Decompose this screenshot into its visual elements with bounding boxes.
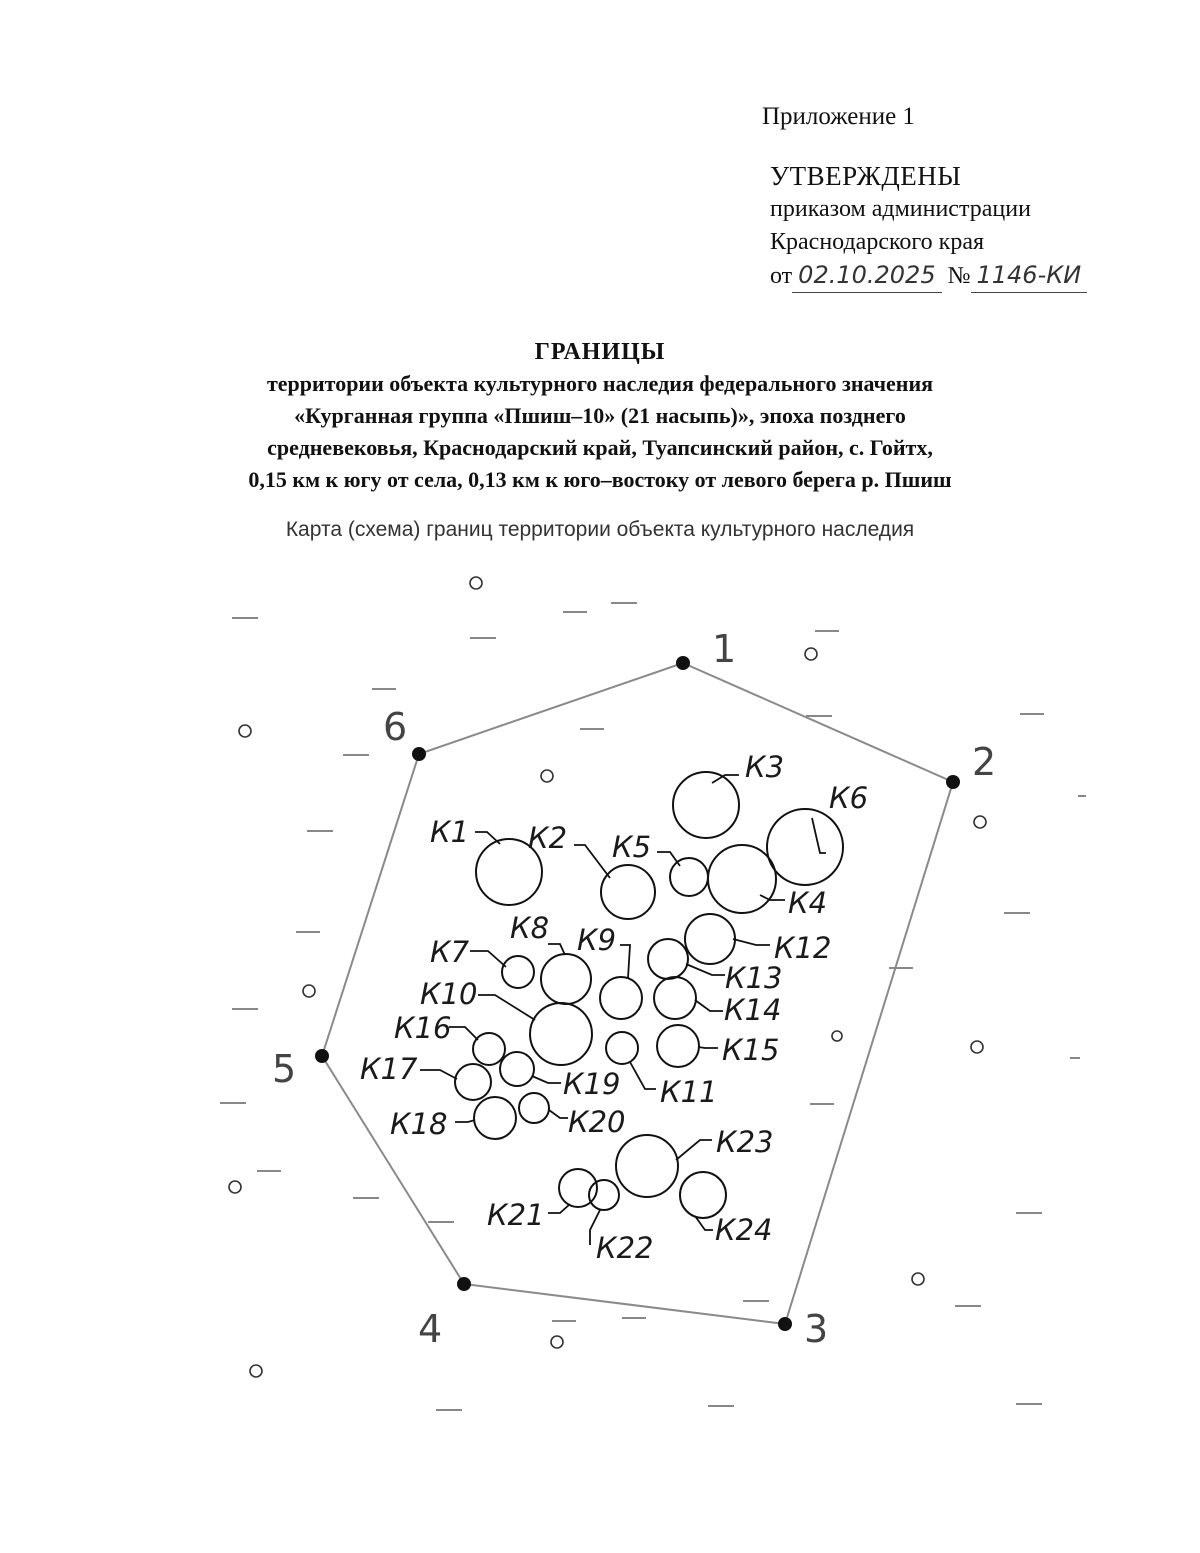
approval-block <box>770 160 1087 293</box>
order-date: 02.10.2025 <box>792 259 941 293</box>
mound-label: К23 <box>716 1125 774 1159</box>
boundary-point-1 <box>676 656 690 670</box>
mound-k2 <box>601 865 655 919</box>
mound-label: К8 <box>510 911 550 945</box>
mound-label: К6 <box>829 781 869 815</box>
mound-k4 <box>708 845 776 913</box>
survey-mark <box>541 770 553 782</box>
mound-label: К4 <box>788 886 828 920</box>
survey-mark <box>239 725 251 737</box>
mound-label: К24 <box>715 1213 773 1247</box>
point-label-4: 4 <box>418 1307 443 1351</box>
elevation-specks <box>220 602 1086 1411</box>
mound-k16 <box>473 1033 505 1065</box>
mound-label: К19 <box>563 1067 621 1101</box>
approval-line-1: приказом администрации <box>770 196 1031 222</box>
number-prefix: № <box>947 263 971 289</box>
survey-mark <box>974 816 986 828</box>
mound-k19 <box>500 1052 534 1086</box>
mound-k14 <box>654 977 696 1019</box>
mound-k17 <box>455 1064 491 1100</box>
mound-k10 <box>530 1003 592 1065</box>
point-label-2: 2 <box>972 740 997 784</box>
approval-date-line <box>770 259 1087 293</box>
mound-k6 <box>767 809 843 885</box>
mound-label: К10 <box>420 977 478 1011</box>
mound-k8 <box>541 954 591 1004</box>
mound-label: К11 <box>660 1075 718 1109</box>
mound-label: К1 <box>430 815 470 849</box>
mound-label: К13 <box>725 961 783 995</box>
mound-label: К2 <box>528 821 568 855</box>
mound-k18 <box>474 1097 516 1139</box>
survey-mark <box>250 1365 262 1377</box>
title-line-3: средневековья, Краснодарский край, Туапсинский район, с. Гойтх, <box>267 435 933 460</box>
approval-line-2: Краснодарского края <box>770 229 985 255</box>
title-heading: ГРАНИЦЫ <box>534 339 666 365</box>
mound-k23 <box>616 1135 678 1197</box>
survey-mark <box>805 648 817 660</box>
mound-label: К18 <box>390 1107 448 1141</box>
survey-mark <box>832 1031 842 1041</box>
mound-labels <box>360 750 868 1265</box>
title-line-1: территории объекта культурного наследия федерального значения <box>266 371 934 396</box>
mound-label: К15 <box>722 1033 780 1067</box>
mound-label: К7 <box>430 935 470 969</box>
survey-mark <box>551 1336 563 1348</box>
boundary-map <box>0 560 1200 1440</box>
mound-label: К5 <box>612 830 652 864</box>
mound-label: К21 <box>487 1198 545 1232</box>
mound-k24 <box>680 1172 726 1218</box>
mound-k11 <box>606 1032 638 1064</box>
mound-k5 <box>670 858 708 896</box>
mound-label: К14 <box>724 993 782 1027</box>
point-label-1: 1 <box>712 627 737 671</box>
boundary-point-5 <box>315 1049 329 1063</box>
survey-mark <box>229 1181 241 1193</box>
mound-k20 <box>519 1093 549 1123</box>
survey-mark <box>303 985 315 997</box>
mound-k9 <box>600 977 642 1019</box>
boundary-point-4 <box>457 1277 471 1291</box>
date-prefix: от <box>770 263 793 289</box>
mound-label: К16 <box>394 1011 452 1045</box>
document-title <box>0 336 1200 496</box>
mound-label: К9 <box>577 923 617 957</box>
survey-mark <box>971 1041 983 1053</box>
mound-label: К3 <box>745 750 785 784</box>
mound-k3 <box>673 772 739 838</box>
boundary-point-2 <box>946 775 960 789</box>
point-label-6: 6 <box>383 705 408 749</box>
boundary-point-3 <box>778 1317 792 1331</box>
mound-label: К12 <box>774 931 832 965</box>
mound-label: К17 <box>360 1052 418 1086</box>
order-number: 1146-КИ <box>971 259 1088 293</box>
survey-mark <box>912 1273 924 1285</box>
title-line-2: «Курганная группа «Пшиш–10» (21 насыпь)», эпоха позднего <box>294 403 906 428</box>
boundary-point-6 <box>412 747 426 761</box>
mound-k13 <box>648 939 688 979</box>
mound-k7 <box>502 956 534 988</box>
point-label-5: 5 <box>272 1047 297 1091</box>
mound-k15 <box>657 1025 699 1067</box>
title-line-4: 0,15 км к югу от села, 0,13 км к юго–востоку от левого берега р. Пшиш <box>248 467 952 492</box>
map-subtitle: Карта (схема) границ территории объекта культурного наследия <box>285 518 915 541</box>
territory-boundary <box>322 663 953 1324</box>
boundary-point-markers <box>315 656 960 1331</box>
point-label-3: 3 <box>804 1307 829 1351</box>
mound-label: К22 <box>596 1231 654 1265</box>
mound-k12 <box>685 914 735 964</box>
mound-label: К20 <box>568 1105 626 1139</box>
appendix-label: Приложение 1 <box>762 103 915 130</box>
approved-heading: УТВЕРЖДЕНЫ <box>770 161 962 191</box>
survey-mark <box>470 577 482 589</box>
mound-k22 <box>589 1180 619 1210</box>
